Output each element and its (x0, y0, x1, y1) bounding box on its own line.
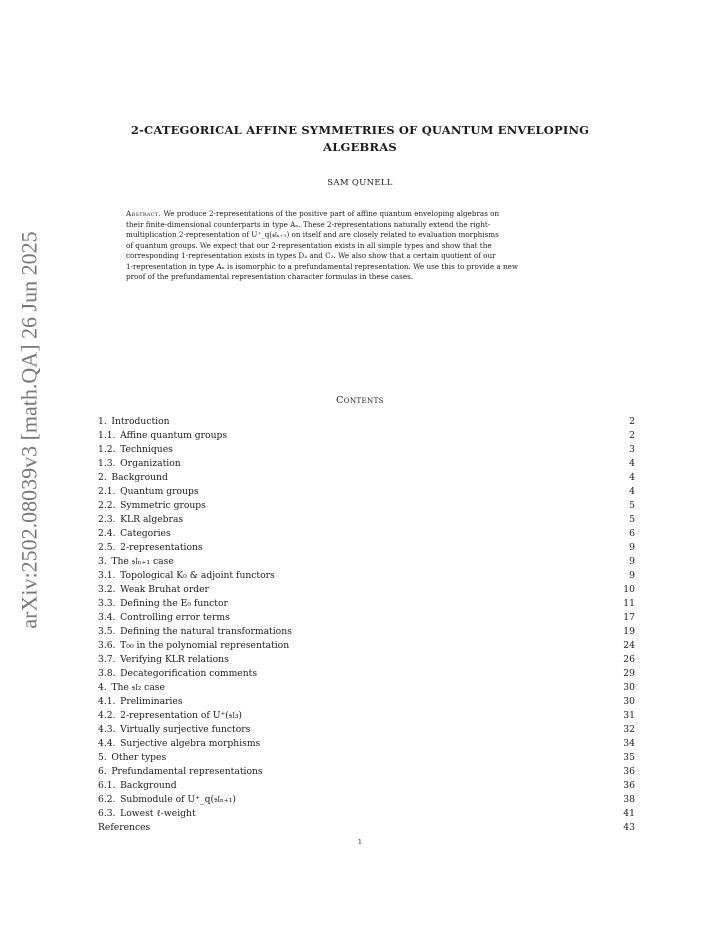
toc-entry-page: 9 (629, 570, 635, 581)
page-number: 1 (357, 838, 363, 846)
toc-entry[interactable] (98, 527, 635, 541)
toc-entry-page: 30 (623, 682, 635, 693)
toc-entry-number: 2.5. (98, 542, 116, 553)
toc-entry-text: Categories (120, 528, 171, 539)
author-name: SAM QUNELL (327, 178, 393, 188)
toc-entry[interactable] (98, 625, 635, 639)
toc-entry-text: References (98, 822, 151, 833)
toc-entry-title (98, 457, 181, 471)
toc-entry-title (98, 485, 199, 499)
toc-entry-text: Weak Bruhat order (120, 584, 209, 595)
toc-entry[interactable] (98, 653, 635, 667)
toc-entry-text: Surjective algebra morphisms (120, 738, 261, 749)
toc-entry-text: Verifying KLR relations (120, 654, 229, 665)
toc-entry-title (98, 765, 263, 779)
toc-entry-number: 2. (98, 472, 107, 483)
toc-entry[interactable] (98, 415, 635, 429)
toc-entry[interactable] (98, 667, 635, 681)
toc-entry-page: 43 (623, 822, 635, 833)
toc-entry-text: Affine quantum groups (120, 430, 228, 441)
toc-entry[interactable] (98, 443, 635, 457)
toc-entry-text: T₀₀ in the polynomial representation (120, 640, 290, 651)
toc-entry-number: 6. (98, 766, 107, 777)
toc-entry[interactable] (98, 821, 635, 835)
toc-entry-page: 30 (623, 696, 635, 707)
toc-entry-page: 38 (623, 794, 635, 805)
toc-entry[interactable] (98, 779, 635, 793)
toc-entry-text: Symmetric groups (120, 500, 206, 511)
toc-entry-page: 24 (623, 640, 635, 651)
abstract-line: multiplication 2-representation of U⁺_q(𝔰𝔩ₙ₊₁) on itself and are closely related to evaluation morphisms (126, 230, 499, 239)
toc-entry-text: The 𝔰𝔩₂ case (111, 682, 165, 693)
toc-entry-number: 4.1. (98, 696, 116, 707)
toc-entry-page: 17 (623, 612, 635, 623)
toc-entry[interactable] (98, 681, 635, 695)
toc-entry-number: 3.7. (98, 654, 116, 665)
toc-entry-number: 3.3. (98, 598, 116, 609)
toc-entry-text: 2-representation of U⁺(𝔰𝔩₃) (120, 710, 242, 721)
toc-entry-page: 4 (629, 458, 635, 469)
toc-entry-text: Virtually surjective functors (120, 724, 251, 735)
toc-entry-number: 6.3. (98, 808, 116, 819)
toc-entry[interactable] (98, 555, 635, 569)
toc-entry-title (98, 499, 206, 513)
toc-entry[interactable] (98, 471, 635, 485)
abstract-line: 1-representation in type Aₙ is isomorphic to a prefundamental representation. We use this to provide a new (126, 261, 519, 271)
toc-entry-number: 4.4. (98, 738, 116, 749)
toc-entry-text: Quantum groups (120, 486, 199, 497)
toc-entry[interactable] (98, 429, 635, 443)
toc-entry[interactable] (98, 751, 635, 765)
toc-entry-title (98, 667, 257, 681)
toc-entry-text: KLR algebras (120, 514, 184, 525)
toc-entry-text: Submodule of U⁺_q(𝔰𝔩ₙ₊₁) (120, 794, 236, 805)
toc-entry-page: 2 (629, 416, 635, 427)
toc-entry-number: 2.3. (98, 514, 116, 525)
toc-entry-number: 3. (98, 556, 107, 567)
toc-entry-text: Introduction (111, 416, 170, 427)
toc-entry-text: Other types (111, 752, 167, 763)
toc-entry-title (98, 807, 196, 821)
toc-entry-page: 36 (623, 766, 635, 777)
toc-entry-page: 3 (629, 444, 635, 455)
toc-entry-text: Controlling error terms (120, 612, 230, 623)
toc-entry[interactable] (98, 737, 635, 751)
toc-entry-number: 4.2. (98, 710, 116, 721)
toc-entry-title (98, 793, 236, 807)
abstract-line: corresponding 1-representation exists in types D₄ and C₂. We also show that a certain quotient of our (126, 251, 496, 260)
toc-entry[interactable] (98, 765, 635, 779)
toc-entry-title (98, 625, 292, 639)
toc-entry[interactable] (98, 611, 635, 625)
toc-entry-number: 6.1. (98, 780, 116, 791)
toc-entry-text: Lowest ℓ-weight (120, 808, 196, 819)
abstract-line-text: We produce 2-representations of the positive part of affine quantum enveloping algebras on (163, 209, 500, 218)
abstract-heading: Abstract. (126, 209, 162, 218)
toc-entry-text: The 𝔰𝔩ₙ₊₁ case (111, 556, 174, 567)
contents-heading: Contents (336, 395, 384, 406)
toc-entry-page: 5 (629, 500, 635, 511)
toc-entry-title (98, 639, 289, 653)
toc-entry-text: Defining the natural transformations (120, 626, 292, 637)
toc-entry[interactable] (98, 583, 635, 597)
toc-entry-title (98, 471, 168, 485)
toc-entry-text: Prefundamental representations (111, 766, 263, 777)
arxiv-stamp (10, 150, 50, 710)
toc-entry-page: 26 (623, 654, 635, 665)
paper-title (100, 122, 620, 156)
toc-entry-page: 36 (623, 780, 635, 791)
toc-entry-page: 4 (629, 472, 635, 483)
toc-entry-text: Organization (120, 458, 181, 469)
toc-entry-number: 2.2. (98, 500, 116, 511)
toc-entry-title (98, 737, 260, 751)
toc-entry-title (98, 779, 177, 793)
toc-entry-page: 10 (623, 584, 635, 595)
toc-entry[interactable] (98, 723, 635, 737)
toc-entry[interactable] (98, 541, 635, 555)
abstract (126, 209, 594, 283)
toc-entry-title (98, 583, 209, 597)
toc-entry[interactable] (98, 597, 635, 611)
toc-entry-title (98, 513, 183, 527)
toc-entry-number: 3.6. (98, 640, 116, 651)
toc-entry-number: 4.3. (98, 724, 116, 735)
title-line-1: 2-CATEGORICAL AFFINE SYMMETRIES OF QUANTUM ENVELOPING (130, 123, 590, 137)
abstract-line: their finite-dimensional counterparts in type Aₙ. These 2-representations naturally extend the right- (126, 219, 491, 229)
toc-entry-title (98, 709, 242, 723)
toc-entry-number: 1.3. (98, 458, 116, 469)
toc-entry[interactable] (98, 639, 635, 653)
abstract-line (126, 209, 594, 220)
toc-entry-page: 9 (629, 556, 635, 567)
toc-entry-text: 2-representations (120, 542, 203, 553)
toc-entry-title (98, 723, 250, 737)
toc-entry[interactable] (98, 793, 635, 807)
toc-entry-page: 29 (623, 668, 635, 679)
toc-entry[interactable] (98, 457, 635, 471)
toc-entry-page: 2 (629, 430, 635, 441)
toc-entry-number: 3.5. (98, 626, 116, 637)
table-of-contents (98, 415, 635, 835)
toc-entry-page: 41 (623, 808, 635, 819)
toc-entry-page: 34 (623, 738, 635, 749)
toc-entry-text: Decategorification comments (120, 668, 258, 679)
toc-entry-page: 32 (623, 724, 635, 735)
toc-entry-number: 3.1. (98, 570, 116, 581)
toc-entry-number: 3.2. (98, 584, 116, 595)
toc-entry-page: 35 (623, 752, 635, 763)
toc-entry-text: Techniques (120, 444, 173, 455)
toc-entry-text: Defining the E₀ functor (120, 598, 228, 609)
toc-entry-title (98, 415, 170, 429)
toc-entry[interactable] (98, 513, 635, 527)
toc-entry-title (98, 695, 183, 709)
toc-entry-number: 1. (98, 416, 107, 427)
toc-entry-title (98, 821, 150, 835)
toc-entry-page: 19 (623, 626, 635, 637)
toc-entry-title (98, 681, 165, 695)
toc-entry-title (98, 751, 166, 765)
toc-entry[interactable] (98, 499, 635, 513)
toc-entry[interactable] (98, 695, 635, 709)
toc-entry-title (98, 569, 275, 583)
toc-entry-number: 3.4. (98, 612, 116, 623)
toc-entry-number: 6.2. (98, 794, 116, 805)
toc-entry-title (98, 653, 229, 667)
toc-entry-number: 5. (98, 752, 107, 763)
toc-entry[interactable] (98, 569, 635, 583)
toc-entry-text: Preliminaries (120, 696, 183, 707)
toc-entry-page: 31 (623, 710, 635, 721)
toc-entry-number: 1.2. (98, 444, 116, 455)
title-line-2: ALGEBRAS (323, 140, 397, 154)
toc-entry[interactable] (98, 485, 635, 499)
toc-entry-number: 4. (98, 682, 107, 693)
toc-entry-text: Background (120, 780, 177, 791)
toc-entry-title (98, 541, 203, 555)
toc-entry-title (98, 443, 173, 457)
arxiv-identifier: arXiv:2502.08039v3 [math.QA] 26 Jun 2025 (17, 231, 42, 629)
toc-entry[interactable] (98, 807, 635, 821)
toc-entry-page: 6 (629, 528, 635, 539)
toc-entry-page: 4 (629, 486, 635, 497)
toc-entry[interactable] (98, 709, 635, 723)
abstract-line: proof of the prefundamental representation character formulas in these cases. (126, 272, 414, 281)
toc-entry-number: 2.1. (98, 486, 116, 497)
toc-entry-number: 2.4. (98, 528, 116, 539)
toc-entry-title (98, 555, 174, 569)
toc-entry-page: 9 (629, 542, 635, 553)
toc-entry-text: Topological K₀ & adjoint functors (120, 570, 275, 581)
toc-entry-title (98, 429, 227, 443)
toc-entry-page: 5 (629, 514, 635, 525)
toc-entry-number: 3.8. (98, 668, 116, 679)
toc-entry-title (98, 611, 230, 625)
toc-entry-number: 1.1. (98, 430, 116, 441)
toc-entry-title (98, 527, 171, 541)
toc-entry-page: 11 (623, 598, 635, 609)
toc-entry-title (98, 597, 228, 611)
toc-entry-text: Background (111, 472, 168, 483)
abstract-line: of quantum groups. We expect that our 2-representation exists in all simple types and show that the (126, 240, 492, 250)
